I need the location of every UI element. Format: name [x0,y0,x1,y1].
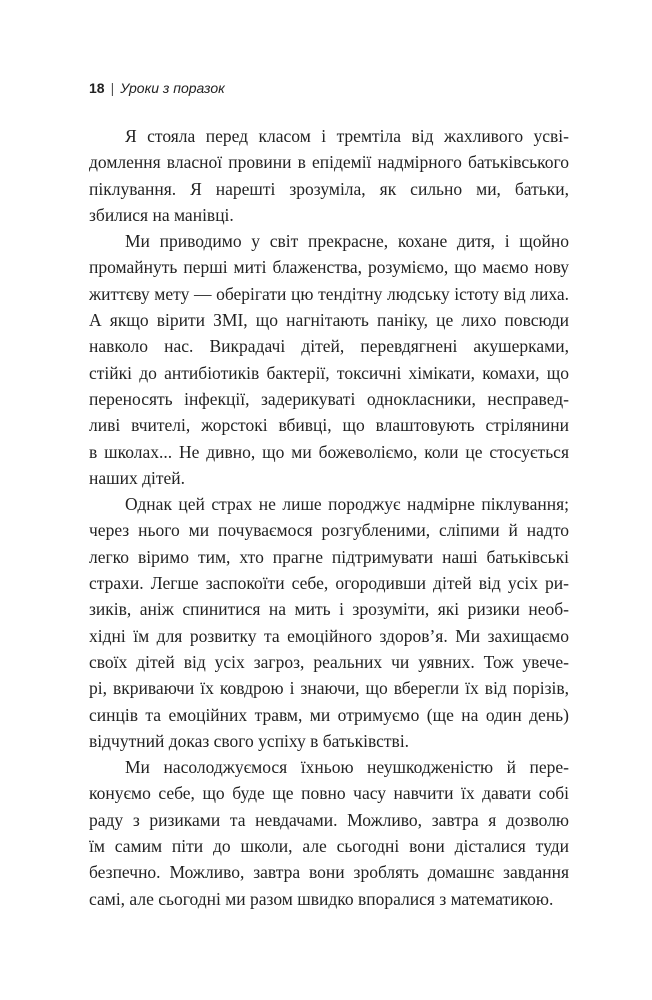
paragraph [89,123,569,228]
text-line: життєву мету — оберігати цю тендітну людську істоту від лиха. [89,283,569,304]
text-line: піклування. Я нарешті зрозуміла, як сильно ми, батьки, [89,178,569,199]
text-line: Ми насолоджуємося їхньою неушкодженістю й пере- [125,757,569,778]
running-head [89,79,225,97]
body-text [89,123,569,912]
header-separator: | [110,80,115,96]
text-line: їм самим піти до школи, але сьогодні вони дісталися туди [89,836,569,857]
text-line: конуємо себе, що буде ще повно часу навчити їх давати собі [89,783,569,804]
text-line: синців та емоційних травм, ми отримуємо (ще на один день) [89,704,569,725]
text-line: своїх дітей від усіх загроз, реальних чи уявних. Тож увече- [89,651,569,672]
text-line: Я стояла перед класом і тремтіла від жахливого усві- [125,126,569,146]
text-line: страхи. Легше заспокоїти себе, огородивши дітей від усіх ри- [89,573,569,594]
text-line: А якщо вірити ЗМІ, що нагнітають паніку, це лихо повсюди [89,310,569,331]
text-line: зиків, аніж спинитися на мить і зрозуміти, які ризики необ- [89,599,569,620]
text-line: ливі вчителі, жорстокі вбивці, що влаштовують стрілянини [89,415,569,436]
paragraph [89,491,569,754]
chapter-title: Уроки з поразок [120,80,225,96]
text-line: через нього ми почуваємося розгубленими, сліпими й надто [89,520,569,541]
paragraph [89,754,569,912]
text-line: рі, вкриваючи їх ковдрою і знаючи, що вберегли їх від порізів, [89,678,569,699]
text-line: легко віримо тим, хто прагне підтримувати наші батьківські [89,546,569,567]
text-line: безпечно. Можливо, завтра вони зроблять домашнє завдання [89,862,569,883]
paragraph [89,228,569,491]
text-line: в школах... Не дивно, що ми божеволіємо, коли це стосується [89,441,569,462]
text-line: збилися на манівці. [89,204,234,225]
text-line: відчутний доказ свого успіху в батьківстві. [89,730,410,751]
text-line: самі, але сьогодні ми разом швидко впоралися з математикою. [89,888,554,909]
text-line: Ми приводимо у світ прекрасне, кохане дитя, і щойно [125,231,569,252]
text-line: наших дітей. [89,467,186,488]
text-line: хідні їм для розвитку та емоційного здоров’я. Ми захищаємо [89,625,569,646]
text-line: переносять інфекції, задерикуваті однокласники, несправед- [89,388,569,409]
page-number: 18 [89,80,105,96]
text-line: Однак цей страх не лише породжує надмірне піклування; [125,494,569,515]
text-line: домлення власної провини в епідемії надмірного батьківського [89,152,569,173]
text-line: промайнуть перші миті блаженства, розуміємо, що маємо нову [89,257,569,278]
text-line: раду з ризиками та невдачами. Можливо, завтра я дозволю [89,809,569,830]
text-line: навколо нас. Викрадачі дітей, перевдягнені акушерками, [89,336,569,357]
text-line: стійкі до антибіотиків бактерії, токсичні хімікати, комахи, що [89,362,569,383]
